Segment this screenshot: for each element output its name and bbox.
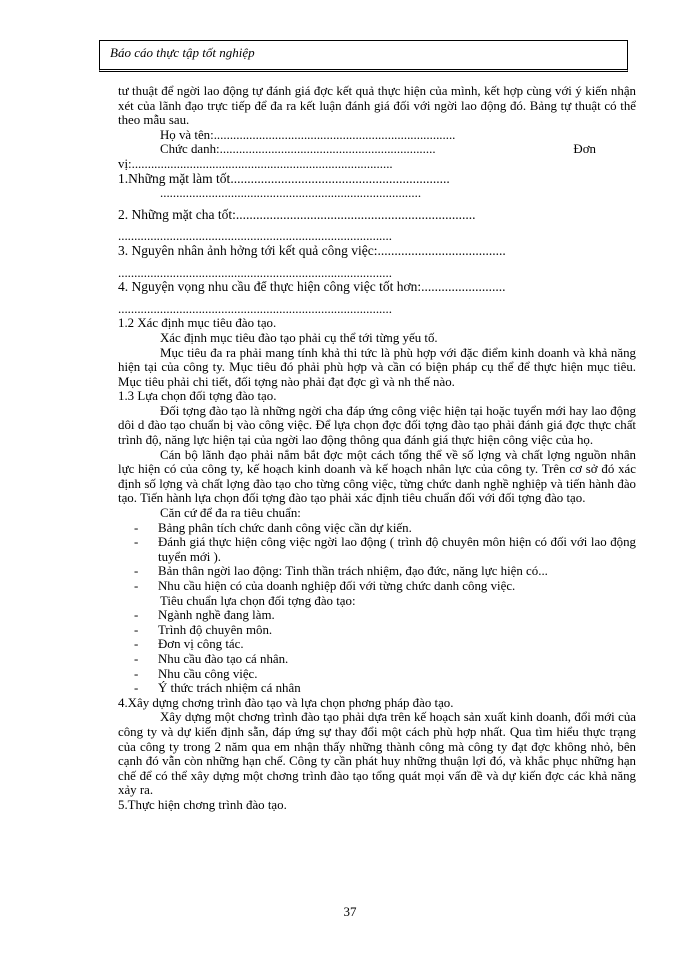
list-item: - Nhu cầu đào tạo cá nhân. (118, 652, 636, 667)
list-item: - Đánh giá thực hiện công việc ngời lao động ( trình độ chuyên môn hiện có đối với lao động tuyển mới ). (118, 535, 636, 564)
form-name-label: Họ và tên: (160, 127, 214, 142)
section-1-3-heading: 1.3 Lựa chọn đối tợng đào tạo. (118, 389, 277, 404)
form-item-2 (118, 208, 636, 223)
section-1-3-paragraph-1: Đối tợng đào tạo là những ngời cha đáp ứng công việc hiện tại hoặc tuyển mới hay lao động dôi d đào tạo chuẩn bị vào công việc. Để lựa chọn đợc đối tợng đào tạo phải đánh giá đợc thực chất trình độ, năng lực hiện tại của ngời lao động thông qua đánh giá thực hiện công việc của họ. (118, 403, 636, 448)
form-unit-label: Đơn (573, 142, 596, 157)
basis-list (118, 521, 636, 594)
list-item: - Trình độ chuyên môn. (118, 623, 636, 638)
list-item: - Đơn vị công tác. (118, 637, 636, 652)
section-1-2-paragraph-1: Xác định mục tiêu đào tạo phải cụ thể tới từng yếu tố. (160, 330, 438, 345)
form-item-1-dots: ................................................................. (230, 170, 450, 186)
form-title-line (118, 142, 636, 157)
form-item-1 (118, 172, 636, 187)
form-unit-dots: ................................................................................. (131, 156, 393, 171)
form-item-2-label: 2. Những mặt cha tốt: (118, 206, 236, 222)
form-item-3-dots-line: ..................................................................................... (118, 265, 392, 280)
header-title: Báo cáo thực tập tốt nghiệp (110, 45, 255, 60)
form-name-dots: ........................................................................... (213, 127, 456, 142)
form-title-dots: ................................................................... (219, 142, 436, 157)
section-5-heading: 5.Thực hiện chơng trình đào tạo. (118, 797, 287, 812)
form-unit-label-2: vị: (118, 156, 132, 171)
list-item: - Bảng phân tích chức danh công việc cần dự kiến. (118, 521, 636, 536)
basis-label: Căn cứ để đa ra tiêu chuẩn: (160, 506, 301, 521)
form-item-4-dots: ......................... (421, 279, 506, 295)
form-item-3 (118, 244, 636, 259)
form-title-label: Chức danh: (160, 142, 220, 157)
criteria-list (118, 608, 636, 696)
section-1-3-paragraph-2: Cán bộ lãnh đạo phải nắm bắt đợc một cách tổng thể về số lợng và chất lợng nguồn nhân lực hiện có của công ty, kế hoạch kinh doanh và kế hoạch nhân lực của công ty. Trên cơ sở đó xác định số lợng và chất lợng đào tạo cho từng công việc, từng chức danh nghề nghiệp và tiến hành đào tạo. Tiến hành lựa chọn đối tợng đào tạo phải xác định tiêu chuẩn đối với đối tợng đào tạo. (118, 447, 636, 506)
intro-paragraph: tư thuật để ngời lao động tự đánh giá đợc kết quả thực hiện của mình, kết hợp cùng với ý kiến nhận xét của lãnh đạo trực tiếp để đa ra kết luận đánh giá đối với ngời lao động đó. Bảng tự thuật có thể theo mẫu sau. (118, 84, 636, 128)
list-item: - Ý thức trách nhiệm cá nhân (118, 681, 636, 696)
section-4-heading: 4.Xây dựng chơng trình đào tạo và lựa chọn phơng pháp đào tạo. (118, 695, 454, 710)
form-item-2-dots-line: ..................................................................................... (118, 229, 392, 244)
criteria-label: Tiêu chuẩn lựa chọn đối tợng đào tạo: (160, 593, 356, 608)
section-1-2-heading: 1.2 Xác định mục tiêu đào tạo. (118, 316, 277, 331)
form-item-1-label: 1.Những mặt làm tốt (118, 170, 231, 186)
list-item: - Bản thân ngời lao động: Tinh thần trách nhiệm, đạo đức, năng lực hiện có... (118, 564, 636, 579)
form-item-4-label: 4. Nguyện vọng nhu cầu để thực hiện công việc tốt hơn: (118, 279, 422, 295)
page-header (99, 40, 628, 72)
form-name-line (118, 128, 636, 143)
list-item: - Nhu cầu hiện có của doanh nghiệp đối với từng chức danh công việc. (118, 579, 636, 594)
section-4-paragraph-1: Xây dựng một chơng trình đào tạo phải dựa trên kế hoạch sản xuất kinh doanh, đổi mới của công ty và dự kiến định sẵn, đáp ứng sự thay đổi một cách phù hợp nhất. Qua tìm hiểu thực trạng của công ty trong 2 năm qua em nhận thấy những thành công mà công ty đạt đợc không nhỏ, bên cạnh đó vẫn còn những hạn chế. Công ty cần phát huy những thuận lợi đó, và khắc phục những hạn chế để có thể xây dựng một chơng trình đào tạo tổng quát mọi vấn đề và dự kiến đợc các khả năng xảy ra. (118, 710, 636, 798)
page-number: 37 (343, 904, 357, 919)
form-item-2-dots: ....................................................................... (235, 206, 476, 222)
list-item: - Nhu cầu công việc. (118, 667, 636, 682)
form-item-4-dots-line: ..................................................................................... (118, 301, 392, 316)
form-item-4 (118, 280, 636, 295)
form-item-3-dots: ...................................... (377, 242, 506, 258)
form-item-1-dots-line: ................................................................................. (160, 186, 422, 201)
list-item: - Ngành nghề đang làm. (118, 608, 636, 623)
document-body (118, 84, 636, 813)
section-1-2-paragraph-2: Mục tiêu đa ra phải mang tính khả thi tức là phù hợp với đặc điểm kinh doanh và khả năng hiện tại của công ty. Mục tiêu đó phải phù hợp và cần có biện pháp cụ thể để thực hiện mục tiêu. Mục tiêu phải chi tiết, đối tợng nào phải đạt đợc gì và nh thế nào. (118, 345, 636, 389)
form-item-3-label: 3. Nguyên nhân ảnh hởng tới kết quả công việc: (118, 242, 378, 258)
form-unit-line (118, 157, 636, 172)
